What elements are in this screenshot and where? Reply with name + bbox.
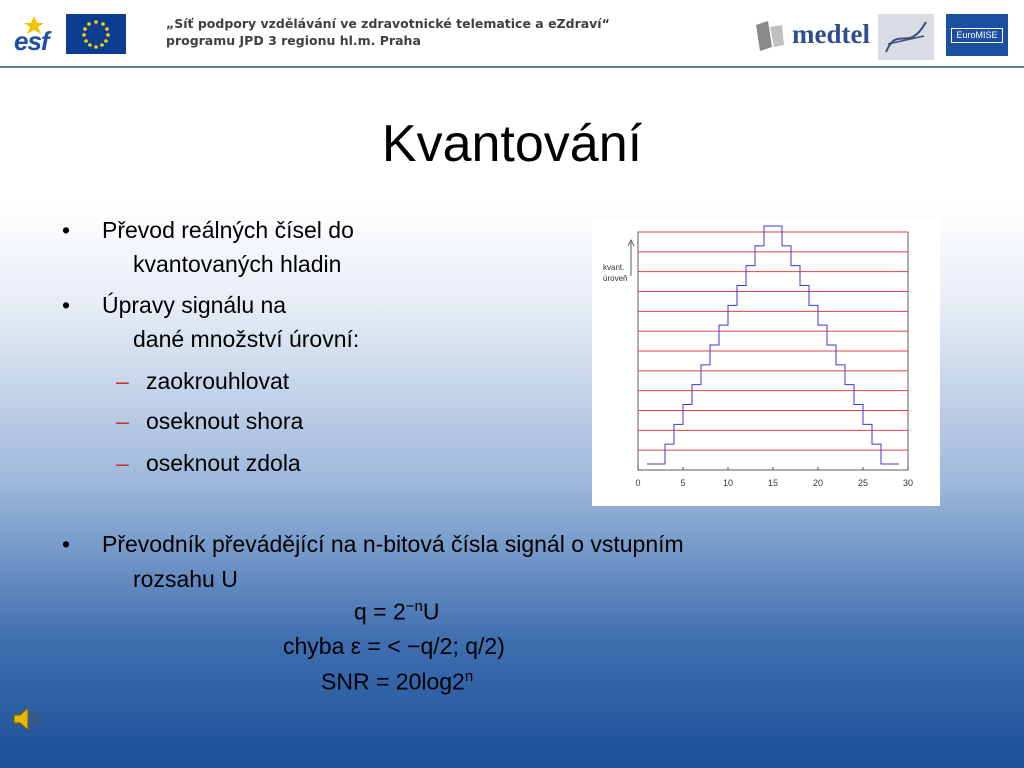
formula-q-prefix: q = 2 [354,598,406,625]
chart-ylabel-line1: kvant. [603,263,625,272]
bullet-3-line1: Převodník převádějící na n-bitová čísla signál o vstupním [102,531,684,557]
bullet-1-line1: Převod reálných čísel do [102,217,354,243]
chart-x-tick-label: 25 [857,478,869,488]
header-title [166,15,626,49]
chart-x-tick-label: 30 [902,478,914,488]
medtel-mark-icon [752,17,790,55]
chart-x-tick-label: 0 [635,478,641,488]
header-title-line2: programu JPD 3 regionu hl.m. Praha [166,33,421,48]
chart-x-tick-label: 20 [812,478,824,488]
sub-dash-icon: – [116,450,129,476]
speaker-icon[interactable] [10,704,44,734]
medtel-logo [752,17,870,55]
formula-snr-prefix: SNR = 20log2 [321,668,465,695]
chart-x-tick-label: 10 [722,478,734,488]
quantization-chart-svg [592,220,940,506]
bullet-3-line2: rozsahu U [133,566,238,592]
bullet-2-line1: Úpravy signálu na [102,292,287,318]
slide-title: Kvantování [381,115,643,173]
subitem-2: oseknout shora [146,408,304,434]
bullet-2-line2: dané množství úrovní: [133,326,360,352]
bullet-1-line2: kvantovaných hladin [133,251,342,277]
header-title-line1: „Síť podpory vzdělávání ve zdravotnické telematice a eZdraví“ [166,16,610,31]
subitem-1: zaokrouhlovat [146,368,290,394]
bullet-dot-icon: • [62,217,71,243]
chart-ylabel-line2: úroveň [603,274,628,283]
bullet-dot-icon: • [62,292,71,318]
chart-x-tick-label: 5 [680,478,686,488]
sis-mark-icon [878,14,934,60]
slide-header [0,0,1024,68]
sub-dash-icon: – [116,408,129,434]
euromise-logo-text: EuroMISE [951,28,1003,43]
euromise-logo [946,14,1008,56]
sis-logo [878,14,934,60]
formula-q-suffix: U [422,598,440,625]
bullet-dot-icon: • [62,531,71,557]
subitem-3: oseknout zdola [146,450,301,476]
sub-dash-icon: – [116,368,129,394]
chart-x-tick-label: 15 [767,478,779,488]
formula-snr [321,668,473,696]
eu-flag-logo [66,14,126,54]
medtel-logo-text: medtel [792,19,870,49]
eu-stars-icon [66,14,126,54]
formula-q-exponent: −n [405,598,423,615]
formula-error: chyba ε = < −q/2; q/2) [283,633,505,659]
chart-signal-line [647,226,899,464]
quantization-chart [592,220,940,506]
formula-snr-exponent: n [464,668,474,685]
esf-logo [14,14,62,54]
esf-logo-text: esf [14,26,49,56]
formula-q [354,598,440,626]
